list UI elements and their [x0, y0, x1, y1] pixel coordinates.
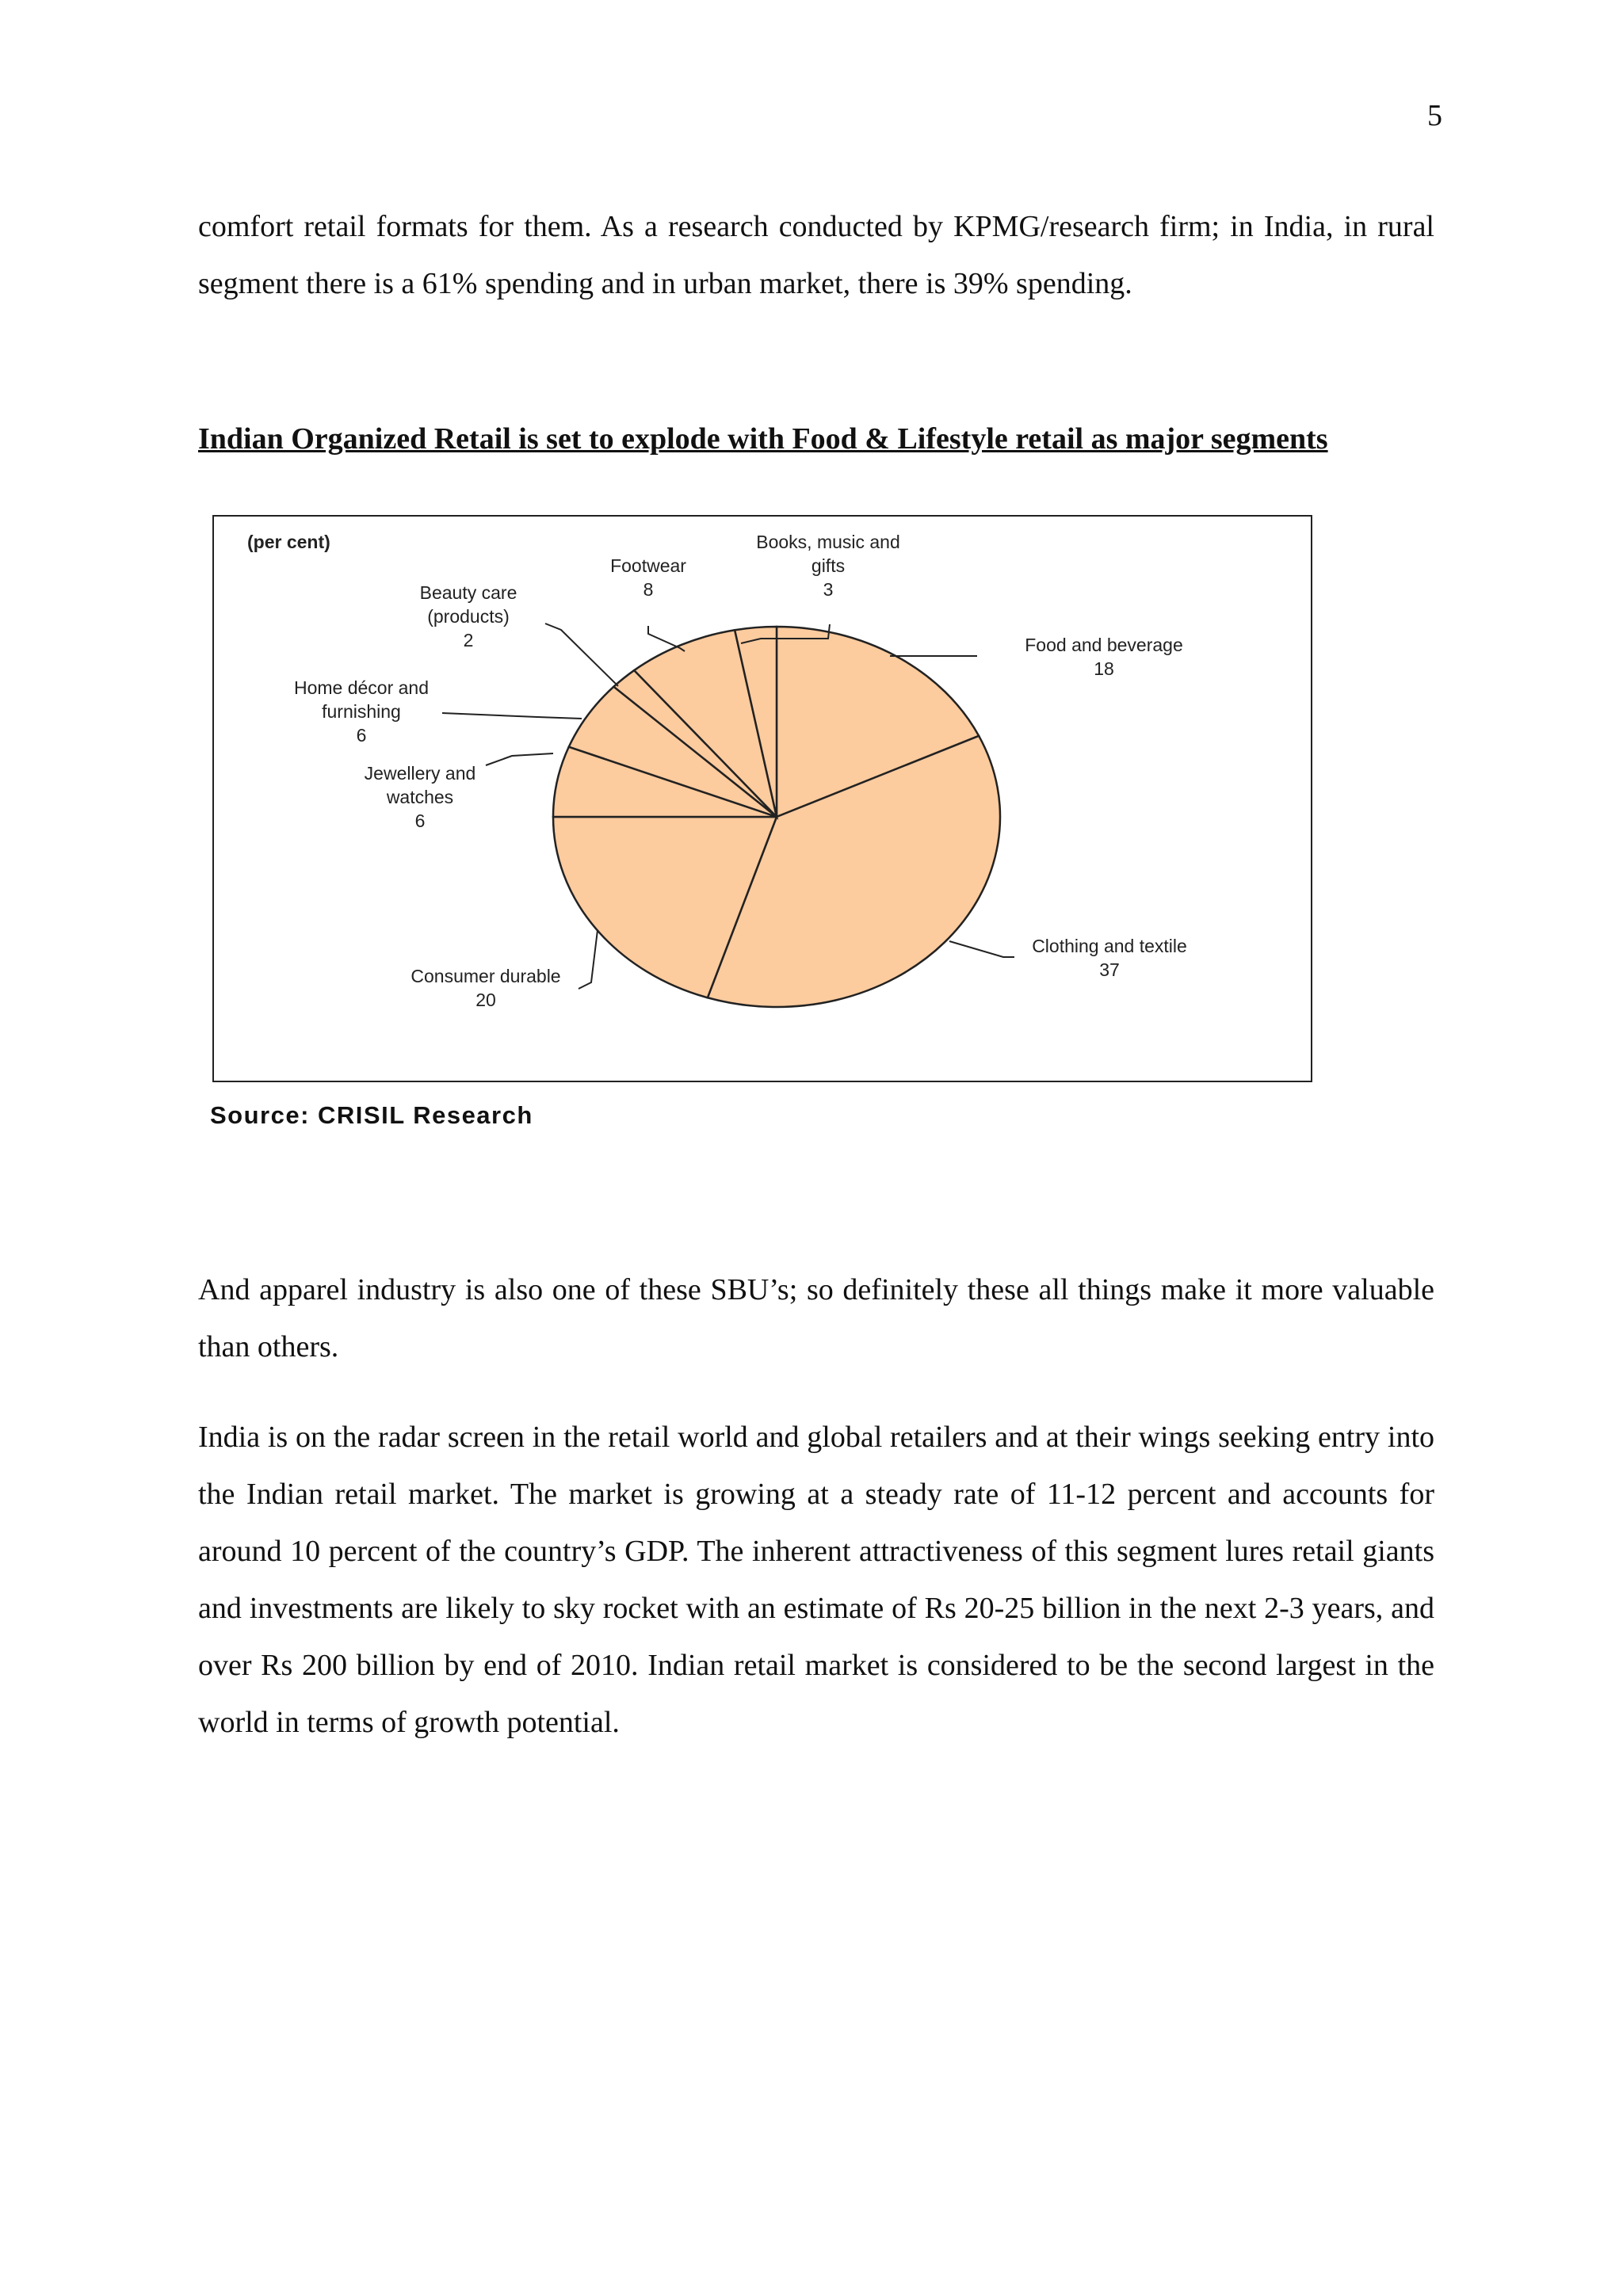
pie-slice-label [420, 582, 517, 650]
pie-slice-value: 37 [1099, 959, 1120, 980]
pie-slice-name: Clothing and textile [1032, 936, 1187, 956]
pie-slice-value: 18 [1094, 658, 1114, 679]
pie-slice-label [1032, 936, 1187, 980]
pie-slice-label [756, 532, 900, 600]
pie-slice-value: 20 [475, 990, 496, 1010]
chart-unit-label: (per cent) [247, 532, 330, 552]
pie-slice-name: Home décor and [293, 677, 430, 698]
india-paragraph: India is on the radar screen in the retail world and global retailers and at their wings seeking entry into the Indian retail market. The market is growing at a steady rate of 11-12 percent and accounts for around 10 percent of the country’s GDP. The inherent attractiveness of this segment lures retail giants and investments are likely to sky rocket with an estimate of Rs 20-25 billion in the next 2-3 years, and over Rs 200 billion by end of 2010. Indian retail market is considered to be the second largest in the world in terms of growth potential. [198, 1421, 1434, 1739]
pie-slice-value: 8 [643, 579, 654, 600]
pie-slice-name: Consumer durable [411, 966, 561, 986]
pie-leader-line [949, 941, 1014, 957]
pie-slice-name: Books, music and [756, 532, 900, 552]
pie-slice-name: Beauty care [419, 582, 517, 603]
pie-slice-label [1025, 635, 1183, 679]
retail-segments-pie-chart [212, 515, 1312, 1082]
pie-slice-name: watches [386, 787, 454, 807]
pie-slice-value: 3 [823, 579, 834, 600]
pie-leader-line [486, 753, 553, 765]
pie-slice-name: furnishing [322, 701, 401, 722]
apparel-paragraph: And apparel industry is also one of these SBU’s; so definitely these all things make it more valuable than others. [198, 1273, 1434, 1363]
pie-leader-line [545, 624, 618, 686]
pie-leader-line [442, 713, 582, 719]
pie-slice-name: gifts [811, 555, 846, 576]
section-heading: Indian Organized Retail is set to explode with Food & Lifestyle retail as major segments [198, 422, 1328, 456]
pie-leader-line [579, 930, 598, 989]
pie-slice-label [411, 966, 560, 1010]
pie-slice-name: Jewellery and [364, 763, 476, 784]
pie-slice-label [365, 763, 476, 831]
intro-paragraph: comfort retail formats for them. As a research conducted by KPMG/research firm; in India, in rural segment there is a 61% spending and in urban market, there is 39% spending. [198, 210, 1434, 300]
pie-slice-value: 6 [356, 725, 367, 746]
pie-slice-label [294, 677, 429, 746]
pie-slice-name: Food and beverage [1025, 635, 1183, 655]
pie-leader-line [648, 626, 685, 651]
pie-slice-name: (products) [427, 606, 510, 627]
chart-source: Source: CRISIL Research [210, 1101, 533, 1129]
pie-slice-value: 2 [463, 630, 474, 650]
pie-slice-name: Footwear [610, 555, 686, 576]
pie-slice-value: 6 [414, 810, 426, 831]
page-number: 5 [1427, 99, 1442, 132]
pie-slices [553, 627, 1000, 1007]
pie-slice-label [610, 555, 686, 600]
